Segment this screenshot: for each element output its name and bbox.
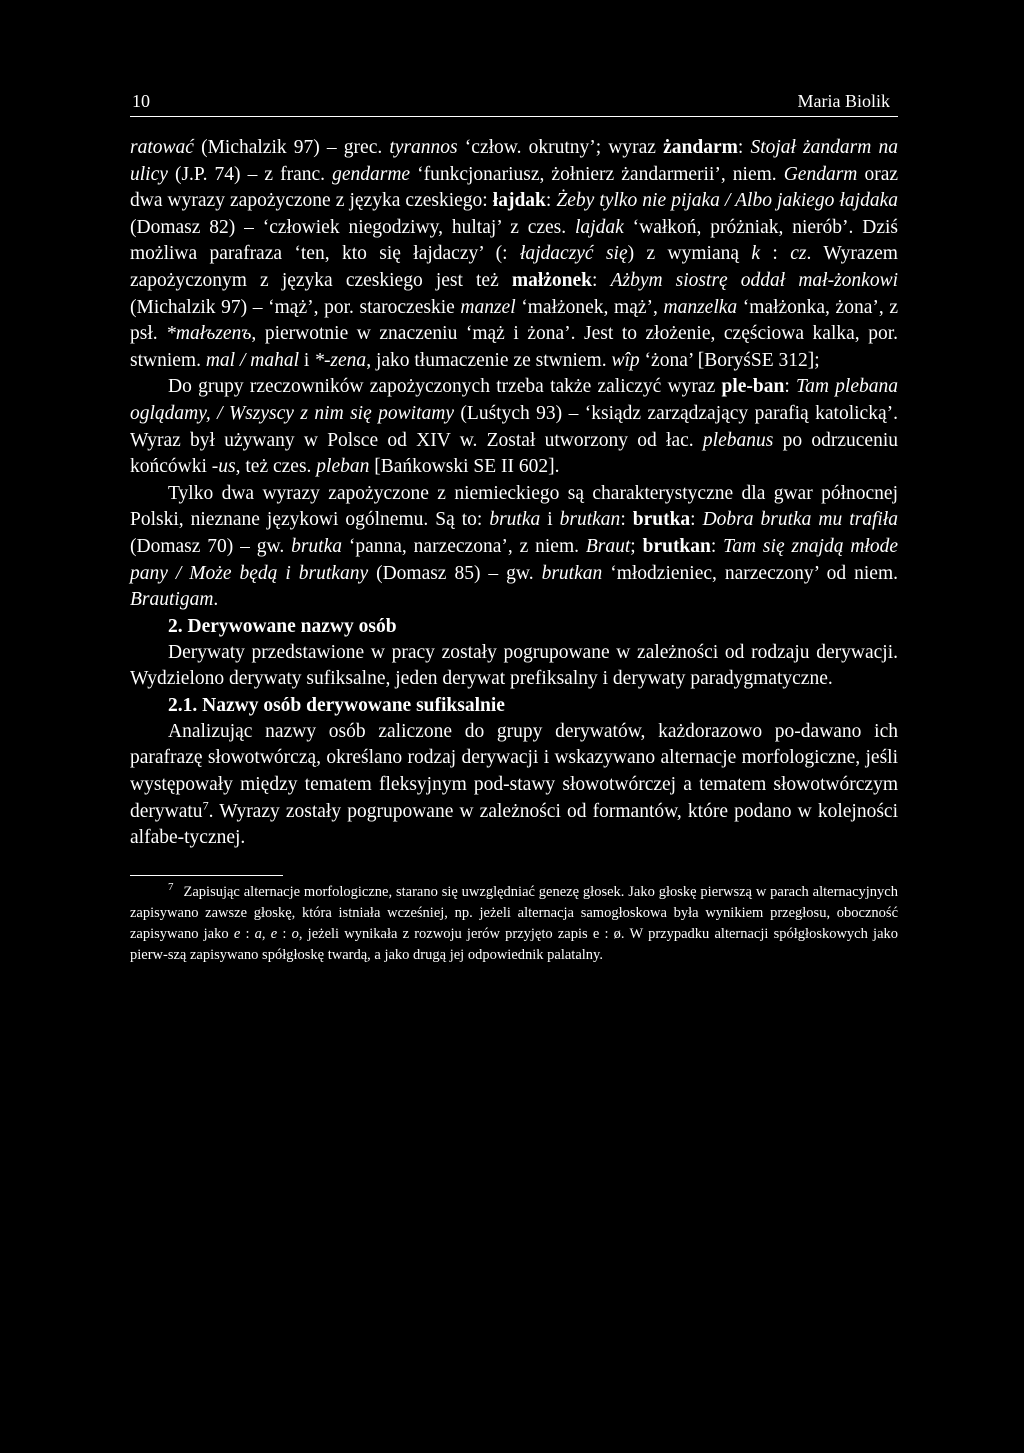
italic-text: brutkan (541, 562, 603, 584)
paragraph-section-2-1-text-b: . Wyrazy zostały pogrupowane w zależności od formantów, które podano w kolejności alfabe-tycznej. (130, 800, 898, 849)
paragraph-brutka-brutkan (130, 481, 898, 614)
text-run: Zapisując alternacje morfologiczne, starano się uwzględniać genezę głosek. Jako głoskę pierwszą w parach alternacyjnych zapisywano zawsze głoskę, która istniała wcześniej, np. jeżeli alternacja samogłoskowa była wynikiem przegłosu, oboczność zapisywano jako (130, 883, 898, 943)
italic-text: Braut (585, 535, 631, 557)
italic-text: *małъzenъ (166, 323, 252, 345)
headword: brutka (632, 509, 691, 531)
paragraph-section-2: Derywaty przedstawione w pracy zostały pogrupowane w zależności od rodzaju derywacji. Wydzielono derywaty sufiksalne, jeden derywat prefiksalny i derywaty paradygmatyczne. (130, 641, 898, 690)
section-heading-2-1: 2.1. Nazwy osób derywowane sufiksalnie (168, 694, 505, 716)
italic-text: brutka (291, 535, 342, 557)
headword: ple-ban (721, 376, 785, 398)
italic-text: wîp (611, 349, 640, 371)
page-body (130, 135, 898, 852)
paragraph-pleban (130, 374, 898, 480)
text-run: ; (630, 535, 643, 557)
footnote-mark: 7 (168, 881, 174, 894)
text-run: ‘funkcjonariusz, żołnierz żandarmerii’, niem. (410, 163, 784, 185)
paragraph-section-2-1-text-a: Analizując nazwy osób zaliczone do grupy derywatów, każdorazowo po-dawano ich parafrazę słowotwórczą, określano rodzaj derywacji i wskazywano alternacje morfologiczne, jeśli występowały między tematem fleksyjnym pod-stawy słowotwórczej a tematem słowotwórczym derywatu (130, 720, 898, 822)
paragraph-section-2-1 (130, 719, 898, 852)
text-run: : (240, 926, 255, 943)
text-run: ‘żona’ [BoryśSE 312]; (639, 349, 820, 371)
text-run: : (760, 243, 791, 265)
text-run: (Michalzik 97) – ‘mąż’, por. staroczeskie (130, 296, 461, 318)
text-run: , jeżeli wynikała z rozwoju jerów przyjęto zapis e : ø. W przypadku alternacji spółgłoskowych jako pierw-szą zapisywano spółgłoskę twardą, a jako drugą jej odpowiednik palatalny. (130, 926, 899, 964)
text-run: [Bańkowski SE II 602]. (369, 456, 560, 478)
text-run: : (592, 269, 611, 291)
text-run: , jako tłumaczenie ze stwniem. (366, 349, 612, 371)
text-run: , (261, 926, 271, 943)
text-run: po odrzuceniu końcówki (130, 429, 898, 478)
italic-text: manzelka (663, 296, 738, 318)
text-run: . Wyrazem zapożyczonym z języka czeskiego jest też (130, 243, 898, 291)
text-run: (Domasz 82) – ‘człowiek niegodziwy, hultaj’ z czes. (130, 216, 576, 238)
italic-text: -us (211, 456, 236, 478)
headword: brutkan (642, 535, 711, 557)
italic-text: cz (790, 243, 807, 265)
text-run: (Domasz 85) – gw. (368, 562, 542, 584)
text-run: oraz dwa wyrazy zapożyczone z języka czeskiego: (130, 163, 898, 212)
paragraph-zandarm-lajdak-malzonek (130, 135, 898, 374)
text-run: : (545, 190, 557, 212)
italic-text: brutkan (559, 509, 621, 531)
text-run: (Domasz 70) – gw. (130, 535, 292, 557)
italic-text: Ażbym siostrę oddał mał-żonkowi (610, 269, 898, 291)
text-run: i (540, 509, 560, 531)
headword: łajdak (492, 190, 546, 212)
italic-text: plebanus (702, 429, 774, 451)
italic-text: manzel (460, 296, 516, 318)
text-run: : (277, 926, 292, 943)
italic-text: Gendarm (783, 163, 858, 185)
text-run: (Michalzik 97) – grec. (193, 137, 390, 158)
text-run: ) z wymianą (627, 243, 752, 265)
footnote-reference[interactable]: 7 (202, 798, 209, 813)
footnote-text (130, 884, 898, 964)
text-run: : (620, 509, 633, 531)
italic-text: ratować (130, 137, 194, 158)
text-run: ‘małżonek, mąż’, (515, 296, 664, 318)
italic-text: k (751, 243, 761, 265)
text-run: ‘małżonka, żona’, z psł. (130, 296, 898, 345)
section-heading-2: 2. Derywowane nazwy osób (168, 615, 397, 637)
headword: małżonek (511, 269, 593, 291)
italic-text: lajdak (575, 216, 624, 238)
italic-text: Dobra brutka mu trafiła (702, 509, 898, 531)
footnote-7 (130, 882, 898, 967)
text-run: : (737, 137, 751, 158)
italic-text: Tam plebana oglądamy, / Wszyscy z nim się powitamy (130, 376, 898, 424)
italic-text: mal / mahal (205, 349, 300, 371)
text-run: : (690, 509, 703, 531)
text-run: ‘człow. okrutny’; wyraz (457, 137, 664, 158)
italic-text: tyrannos (389, 137, 458, 158)
italic-text: Stojał żandarm na ulicy (130, 137, 898, 185)
italic-text: e (233, 926, 241, 943)
text-run: ‘młodzieniec, narzeczony’ od niem. (602, 562, 899, 584)
text-run: : (710, 535, 724, 557)
text-run: , też czes. (235, 456, 317, 478)
italic-text: e (270, 926, 278, 943)
italic-text: brutka (489, 509, 541, 531)
italic-text: pleban (316, 456, 370, 478)
text-run: (J.P. 74) – z franc. (167, 163, 333, 185)
text-run: : (784, 376, 797, 398)
italic-text: Brautigam (130, 589, 214, 611)
italic-text: a (254, 926, 262, 943)
text-run: Do grupy rzeczowników zapożyczonych trzeba także zaliczyć wyraz (168, 376, 722, 398)
text-run: Tylko dwa wyrazy zapożyczone z niemieckiego są charakterystyczne dla gwar północnej Polski, nieznane językowi ogólnemu. Są to: (130, 482, 898, 531)
italic-text: łajdaczyć się (519, 243, 628, 265)
text-run: i (299, 349, 315, 371)
italic-text: o (291, 926, 299, 943)
running-header (130, 88, 898, 117)
text-run: ‘wałkoń, próżniak, nierób’. Dziś możliwa parafraza ‘ten, kto się łajdaczy’ (: (130, 216, 898, 265)
text-run: , pierwotnie w znaczeniu ‘mąż i żona’. Jest to złożenie, częściowa kalka, por. stwniem. (130, 323, 898, 371)
footnote-separator (130, 875, 283, 876)
document-page (130, 88, 898, 967)
text-run: . (213, 589, 219, 611)
running-header-author: Maria Biolik (797, 91, 890, 111)
headword: żandarm (663, 137, 738, 158)
text-run: (Luśtych 93) – ‘ksiądz zarządzający parafią katolicką’. Wyraz był używany w Polsce od XIV w. Został utworzony od łac. (130, 402, 898, 451)
text-run: ‘panna, narzeczona’, z niem. (342, 535, 586, 557)
page-number: 10 (132, 91, 150, 111)
italic-text: Żeby tylko nie pijaka / Albo jakiego łajdaka (556, 190, 898, 212)
italic-text: gendarme (332, 163, 411, 185)
italic-text: *-zena (314, 349, 367, 371)
italic-text: Tam się znajdą młode pany / Może będą i brutkany (130, 535, 899, 584)
